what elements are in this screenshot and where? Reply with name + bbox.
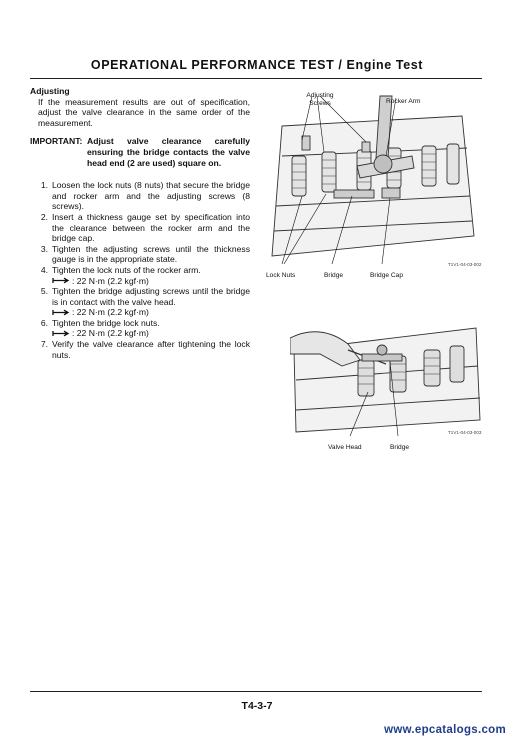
wrench-icon [52,277,70,284]
figure-code: T1V1-04-03-003 [448,430,482,435]
torque-spec: : 22 N·m (2.2 kgf·m) [52,307,250,318]
label-lock-nuts: Lock Nuts [266,272,296,279]
important-label: IMPORTANT: [30,136,83,147]
important-text: Adjust valve clearance carefully ensuring the bridge contacts the valve head end (2 are used) square on. [87,136,250,168]
wrench-icon [52,309,70,316]
torque-spec: : 22 N·m (2.2 kgf·m) [52,276,250,287]
figure-valve-head [290,320,484,460]
section-heading: Adjusting [30,86,70,96]
figure-code: T1V1-04-03-002 [448,262,482,267]
label-valve-head: Valve Head [328,444,362,451]
list-item: 2. Insert a thickness gauge set by specification into the clearance between the rocker arm and the bridge cap. [40,211,250,244]
list-item: 4. Tighten the lock nuts of the rocker arm. [40,264,201,275]
label-adjusting-screws: Adjusting Screws [306,92,334,107]
label-rocker-arm: Rocker Arm [386,98,421,105]
page-number: T4-3-7 [241,700,273,712]
label-bridge: Bridge [324,272,344,279]
label-bridge: Bridge [390,444,410,451]
list-item: 3. Tighten the adjusting screws until the thickness gauge is in the appropriate state. [40,243,250,265]
rocker-arm-illustration [262,86,484,276]
wrench-icon [52,330,70,337]
list-item: 6. Tighten the bridge lock nuts. [40,317,160,328]
figure-rocker-arm [262,86,484,286]
footer-rule [30,691,482,692]
torque-spec: : 22 N·m (2.2 kgf·m) [52,328,250,339]
steps-list [30,180,250,360]
page-title: OPERATIONAL PERFORMANCE TEST / Engine Test [90,58,424,72]
valve-head-illustration [290,320,484,438]
list-item: 1. Loosen the lock nuts (8 nuts) that secure the bridge and rocker arm and the adjusting screws (8 screws). [40,180,250,212]
label-bridge-cap: Bridge Cap [370,272,403,279]
section-intro: If the measurement results are out of specification, adjust the valve clearance in the same order of the measurement. [38,96,250,128]
header-rule [30,78,482,79]
list-item: 7. Verify the valve clearance after tightening the lock nuts. [40,339,250,360]
important-note [30,136,250,168]
list-item: 5. Tighten the bridge adjusting screws until the bridge is in contact with the valve head. [40,286,250,307]
text-column [30,86,250,360]
source-link[interactable]: www.epcatalogs.com [384,724,506,736]
